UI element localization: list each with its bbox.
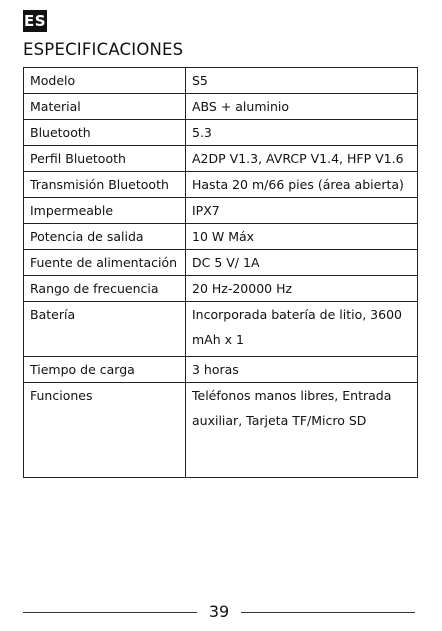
- spec-value: Teléfonos manos libres, Entrada auxiliar, Tarjeta TF/Micro SD: [186, 383, 418, 478]
- table-row: [24, 68, 418, 94]
- spec-label: Funciones: [24, 383, 186, 478]
- spec-label: Batería: [24, 302, 186, 357]
- spec-label: Tiempo de carga: [24, 357, 186, 383]
- footer-divider-left: [23, 612, 197, 613]
- spec-value: 3 horas: [186, 357, 418, 383]
- spec-label: Transmisión Bluetooth: [24, 172, 186, 198]
- table-row: [24, 383, 418, 478]
- table-row: [24, 94, 418, 120]
- spec-value: 5.3: [186, 120, 418, 146]
- spec-label: Potencia de salida: [24, 224, 186, 250]
- spec-value: Incorporada batería de litio, 3600 mAh x 1: [186, 302, 418, 357]
- table-row: [24, 120, 418, 146]
- table-row: [24, 224, 418, 250]
- table-row: [24, 172, 418, 198]
- spec-label: Impermeable: [24, 198, 186, 224]
- language-badge: ES: [23, 12, 47, 30]
- spec-value: 10 W Máx: [186, 224, 418, 250]
- spec-label: Bluetooth: [24, 120, 186, 146]
- spec-label: Material: [24, 94, 186, 120]
- page-number: 39: [208, 602, 230, 621]
- spec-value: S5: [186, 68, 418, 94]
- table-row: [24, 357, 418, 383]
- table-row: [24, 250, 418, 276]
- spec-value: A2DP V1.3, AVRCP V1.4, HFP V1.6: [186, 146, 418, 172]
- spec-label: Fuente de alimentación: [24, 250, 186, 276]
- spec-label: Rango de frecuencia: [24, 276, 186, 302]
- table-row: [24, 146, 418, 172]
- spec-value: Hasta 20 m/66 pies (área abierta): [186, 172, 418, 198]
- specifications-table: [23, 67, 418, 478]
- table-row: [24, 198, 418, 224]
- spec-label: Perfil Bluetooth: [24, 146, 186, 172]
- spec-value: ABS + aluminio: [186, 94, 418, 120]
- spec-value: IPX7: [186, 198, 418, 224]
- footer-divider-right: [241, 612, 415, 613]
- spec-value: 20 Hz-20000 Hz: [186, 276, 418, 302]
- spec-value: DC 5 V/ 1A: [186, 250, 418, 276]
- table-row: [24, 302, 418, 357]
- table-row: [24, 276, 418, 302]
- spec-label: Modelo: [24, 68, 186, 94]
- section-title: ESPECIFICACIONES: [23, 40, 184, 59]
